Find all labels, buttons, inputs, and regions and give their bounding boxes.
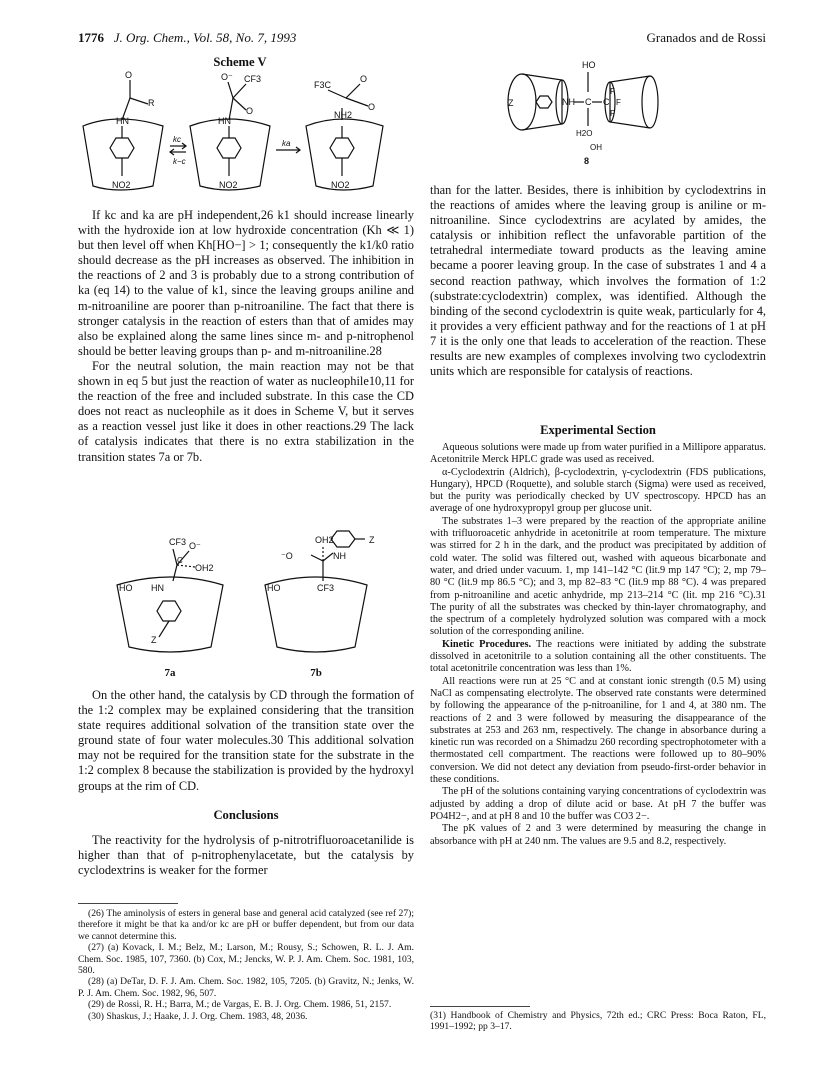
svg-text:NH2: NH2 bbox=[334, 110, 353, 120]
experimental-heading: Experimental Section bbox=[540, 423, 656, 437]
ts-label-7a: 7a bbox=[164, 667, 176, 679]
structure-8-label: 8 bbox=[584, 156, 590, 166]
svg-text:O: O bbox=[125, 70, 133, 80]
scheme-label: HN bbox=[116, 116, 129, 126]
svg-text:Z: Z bbox=[151, 635, 157, 645]
svg-text:NO2: NO2 bbox=[219, 180, 238, 190]
exp-paragraph-pk: The pK values of 2 and 3 were determined by measuring the change in absorbance with pH at 240 nm. The values are 9.5 and 8.2, respectively. bbox=[430, 823, 766, 847]
right-column-top bbox=[430, 183, 766, 379]
svg-text:F: F bbox=[610, 109, 615, 118]
exp-paragraph-cyclodextrins: α-Cyclodextrin (Aldrich), β-cyclodextrin, γ-cyclodextrin (FDS publications, Hungary), HPCD (Roquette), and soluble starch (Sigma) were used as received, but the purity was periodically checked by UV spectroscopy. HPCD has an average of one hydroxypropyl group per glucose unit. bbox=[430, 466, 766, 515]
paragraph-catalysis-12: On the other hand, the catalysis by CD through the formation of the 1:2 complex may be explained considering that the transition state requires additional solvation of the transition state over the ground state of four water molecules.30 This additional solvation may not be required for the transition state for the substrate in the 1:2 complex 8 because the stabilization is provided by the hydroxyl groups at the rim of CD. bbox=[78, 688, 414, 793]
footnote-rule-right bbox=[430, 1006, 530, 1007]
scheme-v-diagram bbox=[78, 68, 414, 196]
page-number: 1776 bbox=[78, 30, 104, 45]
paragraph-continuation: than for the latter. Besides, there is inhibition by cyclodextrins in the reactions of amides where the leaving group is aniline or m-nitroaniline. Since cyclodextrins are acylated by amides, the catalysis or inhibition reflect the unfavorable partition of the tetrahedral intermediate toward products as the leaving amine became a poorer leaving group. In the case of substrates 1 and 4 a second reaction pathway, which involves the formation of 1:2 (substrate:cyclodextrin) complex, was identified. Although the binding of the second cyclodextrin is quite weak, particularly for 4, it provides a very efficient pathway and for the reactions of 1 at pH 7 it is the only one that leads to acceleration of the reaction. These results are new examples of complexes involving two cyclodextrin units which are responsible for catalysis of reactions. bbox=[430, 183, 766, 379]
svg-text:NO2: NO2 bbox=[112, 180, 131, 190]
svg-text:HO: HO bbox=[582, 60, 596, 70]
page-header-left bbox=[78, 30, 296, 46]
svg-text:C: C bbox=[177, 556, 183, 565]
ts-label-7b: 7b bbox=[310, 667, 322, 679]
svg-text:HO: HO bbox=[119, 583, 133, 593]
svg-text:HN: HN bbox=[218, 116, 231, 126]
svg-text:CF3: CF3 bbox=[169, 537, 187, 547]
svg-text:F3C: F3C bbox=[314, 80, 332, 90]
scheme-title: Scheme V bbox=[213, 55, 267, 69]
svg-text:F: F bbox=[610, 87, 615, 96]
paragraph-neutral-solution: For the neutral solution, the main reaction may not be that shown in eq 5 but just the reaction of water as nucleophile10,11 for the reaction of the free and included substrate. In this case the CD does not react as nucleophile as it does in Scheme V, but it serves as a reaction vessel just like it does in other reactions.29 The lack of catalysis indicates that there is no extra stabilization in the transition states 7a or 7b. bbox=[78, 358, 414, 464]
svg-text:O: O bbox=[246, 106, 254, 116]
svg-text:⁻O: ⁻O bbox=[281, 551, 293, 561]
svg-text:Z: Z bbox=[369, 535, 375, 545]
footnote-29: (29) de Rossi, R. H.; Barra, M.; de Vargas, E. B. J. Org. Chem. 1986, 51, 2157. bbox=[88, 999, 392, 1011]
footnote-28: (28) (a) DeTar, D. F. J. Am. Chem. Soc. 1982, 105, 7205. (b) Gravitz, N.; Jenks, W. P. J. Am. Chem. Soc. 1982, 96, 507. bbox=[78, 976, 414, 999]
journal-citation: J. Org. Chem., Vol. 58, No. 7, 1993 bbox=[113, 30, 297, 45]
footnote-27: (27) (a) Kovack, I. M.; Belz, M.; Larson, M.; Rousy, S.; Schowen, R. L. J. Am. Chem. Soc. 1985, 107, 7360. (b) Cox, M.; Jencks, W. P. J. Am. Chem. Soc. 1981, 103, 580. bbox=[78, 942, 414, 977]
svg-text:H2O: H2O bbox=[576, 129, 593, 138]
exp-paragraph-water: Aqueous solutions were made up from water purified in a Millipore apparatus. Acetonitrile Merck HPLC grade was used as received. bbox=[430, 442, 766, 466]
svg-text:NH: NH bbox=[333, 551, 346, 561]
svg-text:O⁻: O⁻ bbox=[189, 541, 201, 551]
transition-states-diagram bbox=[115, 525, 395, 665]
kinetic-procedures-heading: Kinetic Procedures. bbox=[442, 638, 532, 650]
svg-text:O⁻: O⁻ bbox=[221, 72, 233, 82]
exp-paragraph-ph: The pH of the solutions containing varying concentrations of cyclodextrin was adjusted by adding a drop of dilute acid or base. At pH 7 the buffer was PO4H2−, and at pH 8 and 10 the buffer was CO3 2−. bbox=[430, 786, 766, 822]
structure-8-diagram bbox=[500, 52, 660, 168]
left-column-top bbox=[78, 208, 414, 465]
footnote-26: (26) The aminolysis of esters in general base and general acid catalyzed (see ref 27); therefore it might be that ka and/or kc are pH or buffer dependent, but from our data we cannot determine this. bbox=[78, 908, 414, 942]
svg-text:CF3: CF3 bbox=[317, 583, 335, 593]
footnotes-left bbox=[78, 908, 414, 1022]
left-column-bottom bbox=[78, 688, 414, 878]
rate-constant-kc: kc bbox=[173, 135, 181, 144]
svg-text:Z: Z bbox=[508, 98, 514, 108]
footnote-31: (31) Handbook of Chemistry and Physics, 72th ed.; CRC Press: Boca Raton, FL, 1991–1992; pp 3–17. bbox=[430, 1010, 766, 1033]
svg-text:HN: HN bbox=[151, 583, 164, 593]
svg-text:OH2: OH2 bbox=[195, 563, 214, 573]
svg-text:O: O bbox=[368, 102, 376, 112]
exp-paragraph-conditions: All reactions were run at 25 °C and at constant ionic strength (0.5 M) using NaCl as compensating electrolyte. The observed rate constants were determined by following the appearance of the p-nitroaniline, for 1 and 4, at 380 nm. The reactions of 2 and 3 were followed by measuring the disappearance of the substrates at 253 and 263 nm, respectively. The change in absorbance during a kinetic run was recorded on a Shimadzu 260 recording spectrophotometer with a thermostated cell compartment. The reactions were followed up to 80–90% conversion. We did not detect any deviation from pseudo-first-order behavior in these conditions. bbox=[430, 675, 766, 786]
rate-constant-ka: ka bbox=[282, 139, 291, 148]
svg-text:OH: OH bbox=[590, 143, 602, 152]
svg-text:C: C bbox=[585, 97, 592, 107]
footnote-30: (30) Shaskus, J.; Haake, J. J. Org. Chem. 1983, 48, 2036. bbox=[88, 1010, 308, 1022]
exp-paragraph-substrates: The substrates 1–3 were prepared by the reaction of the appropriate aniline with trifluoroacetic anhydride in acetonitrile at room temperature. The mixture was stirred for 2 h in the dark, and the product was precipitated by addition of cold water. The solid was filtered out, washed with aqueous bicarbonate and water, and dried under vacuum. 1, mp 141–142 °C (lit.9 mp 147 °C); 2, mp 79–80 °C (lit.9 mp 86.5 °C); and 3, mp 82–83 °C (lit.9 mp 88 °C). 4 was prepared from p-nitroaniline and acetic anhydride, mp 213–214 °C (lit. mp 216 °C).31 The purity of all the substrates was checked by thin-layer chromatography, and the spectrum of a completely hydrolyzed solution was compared with a mock solution of the corresponding aniline. bbox=[430, 515, 766, 638]
svg-text:O: O bbox=[360, 74, 368, 84]
page-header-authors: Granados and de Rossi bbox=[646, 30, 766, 45]
svg-text:C: C bbox=[603, 97, 610, 107]
footnote-rule-left bbox=[78, 903, 178, 904]
svg-text:NO2: NO2 bbox=[331, 180, 350, 190]
exp-paragraph-kinetic: Kinetic Procedures. The reactions were initiated by adding the substrate dissolved in acetonitrile to a solution containing all the other constituents. The total acetonitrile concentration was less than 1%. bbox=[430, 638, 767, 675]
svg-text:CF3: CF3 bbox=[244, 74, 262, 84]
svg-text:OH2: OH2 bbox=[315, 535, 334, 545]
conclusions-heading: Conclusions bbox=[213, 807, 279, 822]
paragraph-kinetics: If kc and ka are pH independent,26 k1 should increase linearly with the hydroxide ion at low hydroxide concentration (Kh ≪ 1) but then level off when Kh[HO−] > 1; consequently the k1/k0 ratio should decrease as the pH increases as observed. The inhibition in the reactions of 2 and 3 is probably due to a strong contribution of ka (eq 14) to the value of k1, since the leaving groups aniline and m-nitroaniline are poorer than p-nitroaniline. The fact that there is stronger catalysis in the reaction of esters than that of amides may also be explained along the same lines since m- and p-nitrophenol should be better leaving groups than p- and m-nitroaniline.28 bbox=[78, 208, 414, 358]
svg-text:R: R bbox=[148, 98, 155, 108]
svg-text:F: F bbox=[616, 98, 621, 107]
svg-text:HO: HO bbox=[267, 583, 281, 593]
experimental-section bbox=[430, 442, 766, 848]
rate-constant-k-c: k−c bbox=[173, 157, 186, 166]
svg-text:NH: NH bbox=[562, 97, 575, 107]
paragraph-conclusions: The reactivity for the hydrolysis of p-nitrotrifluoroacetanilide is higher than that of p-nitrophenylacetate, but the catalysis by cyclodextrins is weaker for the former bbox=[78, 832, 414, 877]
